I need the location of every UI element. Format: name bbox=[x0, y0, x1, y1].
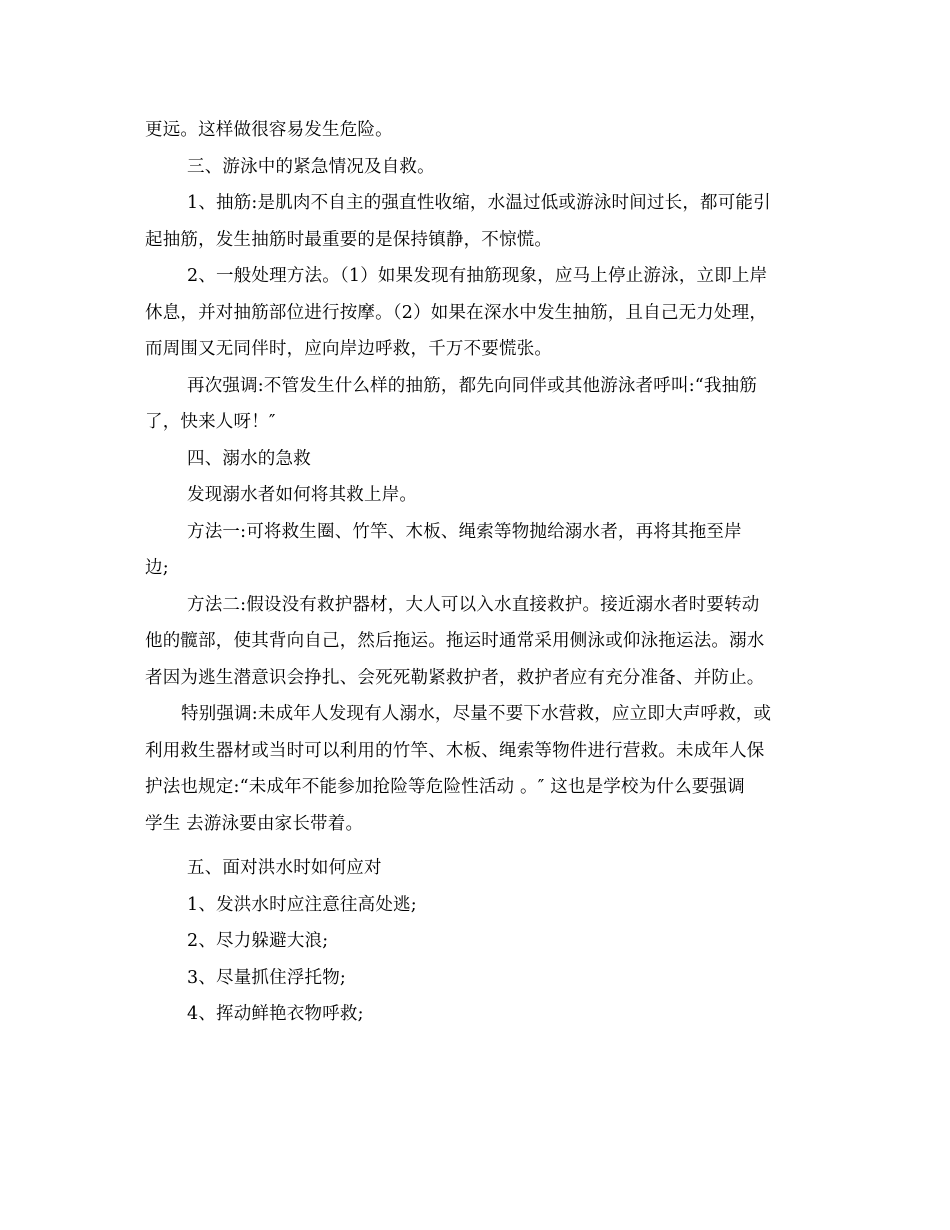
text-line: 学生 去游泳要由家长带着。 bbox=[145, 813, 364, 834]
section-heading: 五、面对洪水时如何应对 bbox=[187, 858, 382, 878]
text-line: 利用救生器材或当时可以利用的竹竿、木板、绳索等物件进行营救。未成年人保 bbox=[145, 740, 765, 761]
text-line: 特别强调:未成年人发现有人溺水，尽量不要下水营救，应立即大声呼救，或 bbox=[181, 704, 772, 724]
text-line: 发现溺水者如何将其救上岸。 bbox=[187, 485, 418, 505]
list-item: 2、尽力躲避大浪; bbox=[187, 931, 329, 951]
list-item: 1、发洪水时应注意往高处逃; bbox=[187, 894, 417, 915]
text-line: 他的髋部，使其背向自己，然后拖运。拖运时通常采用侧泳或仰泳拖运法。溺水 bbox=[145, 631, 765, 651]
text-line: 1、抽筋:是肌肉不自主的强直性收缩，水温过低或游泳时间过长，都可能引 bbox=[187, 193, 771, 213]
text-line: 边; bbox=[145, 558, 169, 578]
text-line: 2、一般处理方法。（1）如果发现有抽筋现象，应马上停止游泳，立即上岸 bbox=[187, 266, 768, 286]
text-line: 方法二:假设没有救护器材，大人可以入水直接救护。接近溺水者时要转动 bbox=[187, 594, 760, 615]
text-line: 再次强调:不管发生什么样的抽筋，都先向同伴或其他游泳者呼叫:“我抽筋 bbox=[187, 375, 758, 396]
text-line: 起抽筋，发生抽筋时最重要的是保持镇静，不惊慌。 bbox=[145, 229, 553, 250]
list-item: 4、挥动鲜艳衣物呼救; bbox=[187, 1004, 364, 1024]
list-item: 3、尽量抓住浮托物; bbox=[187, 967, 347, 988]
document-body bbox=[145, 112, 815, 1033]
text-line: 者因为逃生潜意识会挣扎、会死死勒紧救护者，救护者应有充分准备、并防止。 bbox=[145, 667, 765, 688]
text-line: 护法也规定:“未成年不能参加抢险等危险性活动 。″ 这也是学校为什么要强调 bbox=[145, 777, 745, 797]
text-line: 了，快来人呀！″ bbox=[145, 412, 276, 432]
text-line: 更远。这样做很容易发生危险。 bbox=[145, 120, 393, 140]
text-line: 而周围又无同伴时，应向岸边呼救，千万不要慌张。 bbox=[145, 339, 553, 359]
text-line: 休息，并对抽筋部位进行按摩。（2）如果在深水中发生抽筋，且自己无力处理， bbox=[145, 302, 768, 323]
text-line: 方法一:可将救生圈、竹竿、木板、绳索等物抛给溺水者，再将其拖至岸 bbox=[187, 521, 742, 542]
section-heading: 三、游泳中的紧急情况及自救。 bbox=[187, 156, 435, 177]
section-heading: 四、溺水的急救 bbox=[187, 448, 311, 469]
